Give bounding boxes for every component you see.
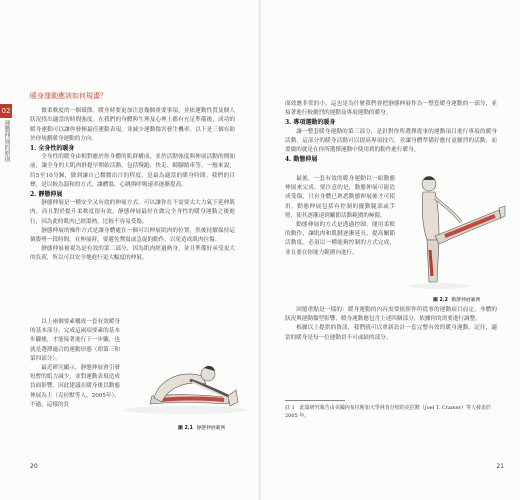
right-bottom-paragraph: 回憶重點是一樣的：暖身運動的內容需要依照你所從事的運動項目而定，身體的狀況與運動類型影響，暖身運動應包含上述四個部分，依據你的需要進行調整。 <box>285 307 497 323</box>
right-text-column <box>285 100 497 164</box>
figure-caption-left <box>178 424 225 431</box>
section2-title: 2. 靜態伸展 <box>30 191 63 199</box>
right-page <box>261 0 520 500</box>
figure-number-left: 圖 2.1 <box>178 426 193 431</box>
right-bottom-column <box>285 306 497 343</box>
right-narrow-column <box>285 175 395 258</box>
figure-caption-right <box>433 296 480 303</box>
figure-title-left: 靜態伸展範例 <box>196 426 226 431</box>
section2-paragraph-b: 靜態伸展的操作方式是讓身體處在一個可以伸展肌肉的位置，然後持續保持這個姿勢一段時間。在伸展時，要避免彈震或急促的動作，以免造成肌肉拉傷。 <box>30 227 235 244</box>
left-bottom-column <box>30 318 120 410</box>
section4-paragraph-b: 動態伸展的方式是透過控制、運用柔軟的動作，讓肌肉和肌腱逐漸延長，提高關節活動度。必須以一種能夠控制的方式完成，並且要在你能力範圍內進行。 <box>285 222 395 256</box>
intro-paragraph: 做柔軟度的一個環節。暖身時要更加注意幾個重要事項，並依運動性質及個人狀況找出適當的時間強度。在我們的身體與生理及心理上都有充足準備後，成功的暖身運動可以讓你發揮最佳運動表現，並減少運動傷害發生機率。以下是三個有助於你規劃暖身運動的方向。 <box>30 108 235 142</box>
seated-stretch-illustration <box>120 318 252 422</box>
figure-title-right: 動態伸展範例 <box>451 298 481 303</box>
section4-paragraph: 最後，一套有效的暖身運動以一組動態伸展來完成。要注意的是，動態伸展可能造成受傷，只有身體已熟悉動態伸展後才可使用。動態伸展包括有控制的擺動腿部或手臂，使其逐漸達到關節活動範圍的極限。 <box>285 176 395 219</box>
left-bottom-paragraph-2: 最近研究顯示，靜態伸展會引發短暫的肌力減少，並對運動表現造成負面影響，因此建議在暖身後以動態伸展為主（克拉默等人，2005年）。不過，這樣的負 <box>30 365 120 408</box>
left-bottom-paragraph: 以上兩個要素構成一套有效暖身的基本部分，完成這兩項要素的基本步驟後，才能接著進行下一步驟，也就是選擇適合的運動形態（即第三和第四部分）。 <box>30 319 120 362</box>
right-top-paragraph: 面效應非常的小，這也是為什麼我們會把靜態伸展作為一整套暖身運動的一部分，並接著進行較劇烈的運動及專項運動的暖身。 <box>285 101 497 117</box>
section2-paragraph-c: 靜態伸展被視為是有效的第二部分，因為肌肉經過熱身，並且準備好承受更大的負荷，所以可以安全地進行更大幅度的伸展。 <box>30 246 235 262</box>
section3-title: 3. 專項運動的暖身 <box>285 119 336 127</box>
page-number-left: 20 <box>30 463 38 470</box>
footnote-rule <box>285 400 345 401</box>
section4-title: 4. 動態伸展 <box>285 156 318 164</box>
right-bottom-paragraph-2: 根據以上提供的資訊，我們就可以重新設計一套完整有效的暖身運動。記住，適當的暖身是每一位運動員不可或缺的部分。 <box>285 325 497 341</box>
left-page <box>0 0 259 500</box>
figure-number-right: 圖 2.2 <box>433 298 448 303</box>
question-heading: 暖身運動應該如何規畫？ <box>30 92 107 100</box>
leg-raise-illustration <box>399 170 507 292</box>
chapter-number-tab: 02 <box>0 104 12 118</box>
chapter-side-title: 運動伸展的原則 <box>3 120 10 162</box>
footnote: 註 1 此篇研究報告由美國內布拉斯加大學林肯分校的克拉默（Joel T. Cramer）等人發表於 2005 年。 <box>285 405 492 419</box>
section2-paragraph: 靜態伸展是一種安全又有效的伸展方式，可以讓你在不需要太大力氣下延伸肌肉，而且對於提升柔軟度很有效。靜態伸展最好在做完全身性的暖身運動之後進行，因為此時肌肉已經溫熱，比較不容易受傷。 <box>30 200 235 225</box>
section1-title: 1. 全身性的暖身 <box>30 145 75 153</box>
section3-paragraph: 讓一整套暖身運動的第三部分，是針對你所選擇從事的運動項目進行專項的暖身活動。這部分的暖身活動可以提高專項技巧，並讓身體準備好應付更劇烈的活動，而要做的就是在你所選擇運動中使用到的動作進行暖身。 <box>285 128 497 154</box>
figure-static-stretch <box>120 318 252 422</box>
left-text-column <box>30 92 235 264</box>
section1-paragraph: 全身性的暖身由相對應於你身體的肌群構成，並於活動強度與伸展活動的開始前，讓全身的大肌肉群提早開始活動，包括慢跑、快走、騎腳踏車等。一般來說，約5至10分鐘，做到讓自己微微出汗的程度，是最為適當的暖身時間。我們的目標，是以較為溫和的方式，讓體溫、心跳與呼吸速率逐漸提高。 <box>30 154 235 188</box>
page-number-right: 21 <box>496 463 504 470</box>
figure-dynamic-stretch <box>399 170 507 292</box>
